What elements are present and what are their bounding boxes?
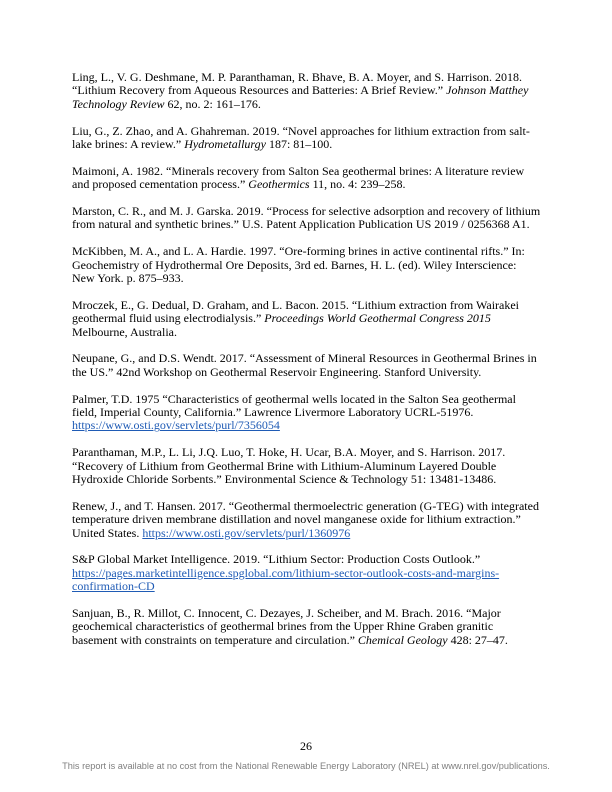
reference-entry — [72, 245, 541, 285]
reference-text: Sanjuan, B., R. Millot, C. Innocent, C. Dezayes, J. Scheiber, and M. Brach. 2016. “Major geochemical characteristics of geothermal brines from the Upper Rhine Graben granitic basement with constraints on temperature and circulation.” — [72, 606, 501, 647]
page-number: 26 — [300, 739, 312, 753]
reference-entry — [72, 500, 541, 540]
reference-text: Marston, C. R., and M. J. Garska. 2019. “Process for selective adsorption and recovery of lithium from natural and synthetic brines.” U.S. Patent Application Publication US 2019 / 0256368 A1. — [72, 204, 541, 232]
reference-text: 428: 27–47. — [447, 632, 508, 647]
reference-text: Renew, J., and T. Hansen. 2017. “Geothermal thermoelectric generation (G-TEG) with integrated temperature driven membrane distillation and novel manganese oxide for lithium extraction.” United States. — [72, 498, 539, 540]
reference-text: 187: 81–100. — [265, 137, 333, 152]
reference-link[interactable]: https://www.osti.gov/servlets/purl/1360976 — [142, 525, 351, 540]
reference-text: 11, no. 4: 239–258. — [309, 177, 406, 192]
reference-text: Melbourne, Australia. — [72, 324, 177, 339]
reference-text: Neupane, G., and D.S. Wendt. 2017. “Assessment of Mineral Resources in Geothermal Brines in the US.” 42nd Workshop on Geothermal Reservoir Engineering. Stanford University. — [72, 351, 537, 379]
reference-text: McKibben, M. A., and L. A. Hardie. 1997. “Ore-forming brines in active continental rifts.” In: Geochemistry of Hydrothermal Ore Deposits, 3rd ed. Barnes, H. L. (ed). Wiley Interscience: New York. p. 875–933. — [72, 244, 525, 286]
references-list — [72, 71, 541, 661]
publication-title: Johnson Matthey Technology Review — [72, 83, 529, 111]
reference-text: Ling, L., V. G. Deshmane, M. P. Paranthaman, R. Bhave, B. A. Moyer, and S. Harrison. 2018. “Lithium Recovery from Aqueous Resources and Batteries: A Brief Review.” — [72, 70, 523, 98]
reference-entry — [72, 299, 541, 339]
publication-title: Chemical Geology — [357, 632, 448, 647]
reference-text: Maimoni, A. 1982. “Minerals recovery from Salton Sea geothermal brines: A literature review and proposed cementation process.” — [72, 163, 525, 192]
reference-entry — [72, 607, 541, 647]
publication-title: Hydrometallurgy — [184, 137, 266, 152]
reference-link[interactable]: https://www.osti.gov/servlets/purl/7356054 — [72, 418, 280, 433]
reference-entry — [72, 205, 541, 232]
publication-title: Proceedings World Geothermal Congress 2015 — [264, 311, 491, 326]
reference-entry — [72, 71, 541, 111]
reference-text: Mroczek, E., G. Dedual, D. Graham, and L. Bacon. 2015. “Lithium extraction from Wairakei geothermal fluid using electrodialysis.” — [72, 297, 520, 326]
reference-text: Paranthaman, M.P., L. Li, J.Q. Luo, T. Hoke, H. Ucar, B.A. Moyer, and S. Harrison. 2017. “Recovery of Lithium from Geothermal Brine with Lithium-Aluminum Layered Double Hydroxide Chloride Sorbents.” Environmental Science & Technology 51: 13481-13486. — [72, 445, 506, 487]
reference-entry — [72, 125, 541, 152]
publication-title: Geothermics — [248, 177, 310, 192]
reference-text: Palmer, T.D. 1975 “Characteristics of geothermal wells located in the Salton Sea geothermal field, Imperial County, California.” Lawrence Livermore Laboratory UCRL-51976. — [72, 391, 516, 420]
reference-entry — [72, 393, 541, 433]
reference-link[interactable]: https://pages.marketintelligence.spglobal.com/lithium-sector-outlook-costs-and-margins-confirmation-CD — [72, 565, 500, 594]
reference-entry — [72, 352, 541, 379]
footer-note: This report is available at no cost from the National Renewable Energy Laboratory (NREL) at www.nrel.gov/publications. — [62, 761, 550, 771]
reference-entry — [72, 446, 541, 486]
reference-entry — [72, 553, 541, 593]
reference-text: 62, no. 2: 161–176. — [164, 96, 261, 111]
reference-entry — [72, 165, 541, 192]
reference-text: Liu, G., Z. Zhao, and A. Ghahreman. 2019. “Novel approaches for lithium extraction from salt-lake brines: A review.” — [72, 123, 530, 152]
reference-text: S&P Global Market Intelligence. 2019. “Lithium Sector: Production Costs Outlook.” — [72, 552, 481, 567]
